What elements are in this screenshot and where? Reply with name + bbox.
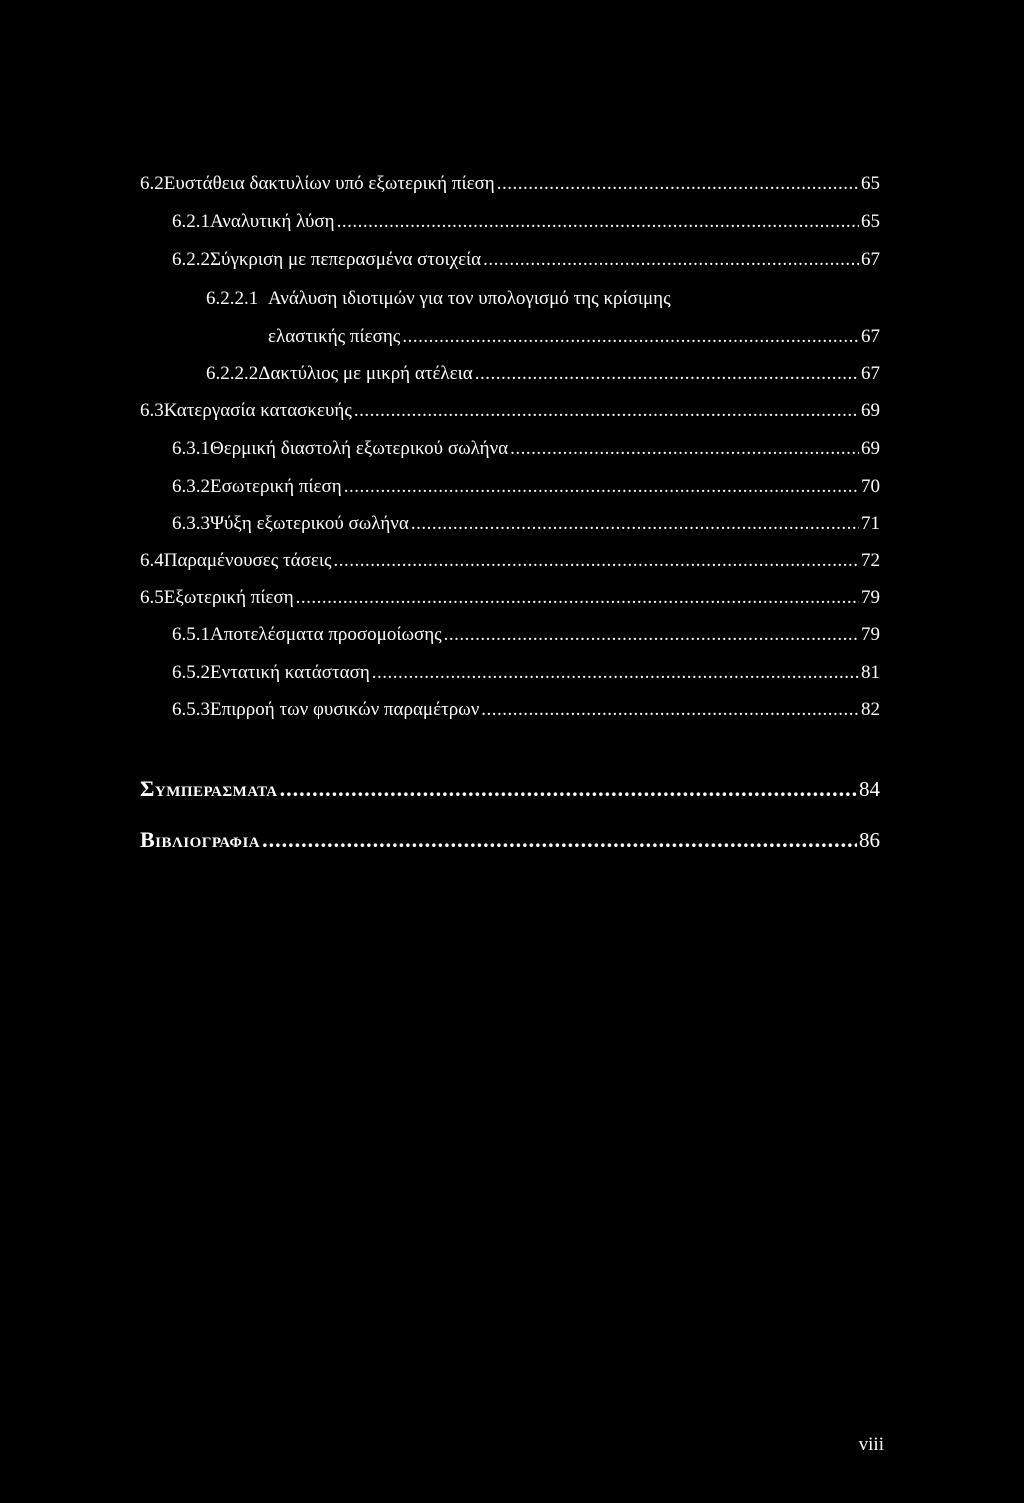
dot-leader [510,437,859,461]
dot-leader [475,362,859,386]
dot-leader [402,325,859,349]
toc-entry-number: 6.2 [140,173,164,194]
toc-entry [172,661,880,685]
toc-entry [140,399,880,423]
toc-entry [140,586,880,610]
toc-entry-number: 6.4 [140,550,164,571]
toc-entry-page: 67 [861,363,880,384]
toc-entry-title: Ανάλυση ιδιοτιμών για τον υπολογισμό της κρίσιμης [268,288,671,309]
toc-entry-title: Δακτύλιος με μικρή ατέλεια [258,363,473,384]
toc-entry [172,512,880,536]
toc-entry-page: 69 [861,438,880,459]
toc-entry [140,172,880,196]
toc-chapter-page: 84 [859,777,880,801]
toc-entry-page: 71 [861,513,880,534]
toc-entry-page: 70 [861,476,880,497]
toc-entry-title: Εντατική κατάσταση [210,662,370,683]
toc-entry [172,623,880,647]
toc-entry-title: Παραμένουσες τάσεις [163,550,332,571]
toc-entry-page: 81 [861,662,880,683]
toc-chapter-page: 86 [859,828,880,852]
toc-entry-number: 6.3.2 [172,476,210,497]
dot-leader [333,549,859,573]
toc-entry-title: Αποτελέσματα προσομοίωσης [210,624,442,645]
toc-entry [172,437,880,461]
dot-leader [483,248,859,272]
dot-leader [444,623,859,647]
toc-entry-number: 6.2.2 [172,249,210,270]
toc-entry-title: Επιρροή των φυσικών παραμέτρων [210,699,480,720]
toc-entry-title: Αναλυτική λύση [210,211,335,232]
toc-entry-page: 67 [861,249,880,270]
toc-entry-title: Ευστάθεια δακτυλίων υπό εξωτερική πίεση [163,173,495,194]
dot-leader [296,586,859,610]
toc-entry [140,549,880,573]
toc-entry-title: Θερμική διαστολή εξωτερικού σωλήνα [210,438,509,459]
toc-entry-title: Εξωτερική πίεση [163,587,294,608]
toc-entry-number: 6.5 [140,587,164,608]
toc-entry [172,475,880,499]
toc-entry-page: 65 [861,173,880,194]
dot-leader [344,475,859,499]
toc-entry-continuation [268,325,880,349]
toc-entry-title: Σύγκριση με πεπερασμένα στοιχεία [210,249,482,270]
toc-entry [206,287,880,311]
toc-chapter-title: Συμπερασματα [140,776,278,801]
dot-leader [372,661,859,685]
toc-entry-page: 79 [861,624,880,645]
toc-entry-title: Ψύξη εξωτερικού σωλήνα [210,513,409,534]
dot-leader [411,512,859,536]
toc-entry-number: 6.5.1 [172,624,210,645]
toc-entry-number: 6.2.2.1 [206,288,259,309]
dot-leader [337,210,859,234]
toc-entry-title: ελαστικής πίεσης [268,326,401,347]
toc-entry-number: 6.3 [140,400,164,421]
page-number: viii [858,1434,884,1455]
dot-leader [497,172,859,196]
toc-entry [172,210,880,234]
dot-leader [262,826,857,854]
toc-entry-page: 69 [861,400,880,421]
toc-entry [172,698,880,722]
toc-entry-page: 72 [861,550,880,571]
toc-entry-number: 6.5.2 [172,662,210,683]
toc-entry-number: 6.3.3 [172,513,210,534]
toc-chapter-title: Βιβλιογραφια [140,827,261,852]
toc-entry-title: Κατεργασία κατασκευής [163,400,352,421]
toc-entry-number: 6.2.2.2 [206,363,259,384]
toc-entry-title: Εσωτερική πίεση [210,476,342,497]
dot-leader [481,698,859,722]
toc-chapter-entry [140,775,880,803]
dot-leader [354,399,859,423]
toc-chapter-entry [140,826,880,854]
toc-entry [206,362,880,386]
toc-entry-number: 6.2.1 [172,211,210,232]
toc-entry [172,248,880,272]
dot-leader [280,775,857,803]
toc-entry-page: 82 [861,699,880,720]
toc-entry-page: 65 [861,211,880,232]
toc-entry-number: 6.5.3 [172,699,210,720]
toc-entry-number: 6.3.1 [172,438,210,459]
toc-entry-page: 79 [861,587,880,608]
toc-entry-page: 67 [861,326,880,347]
